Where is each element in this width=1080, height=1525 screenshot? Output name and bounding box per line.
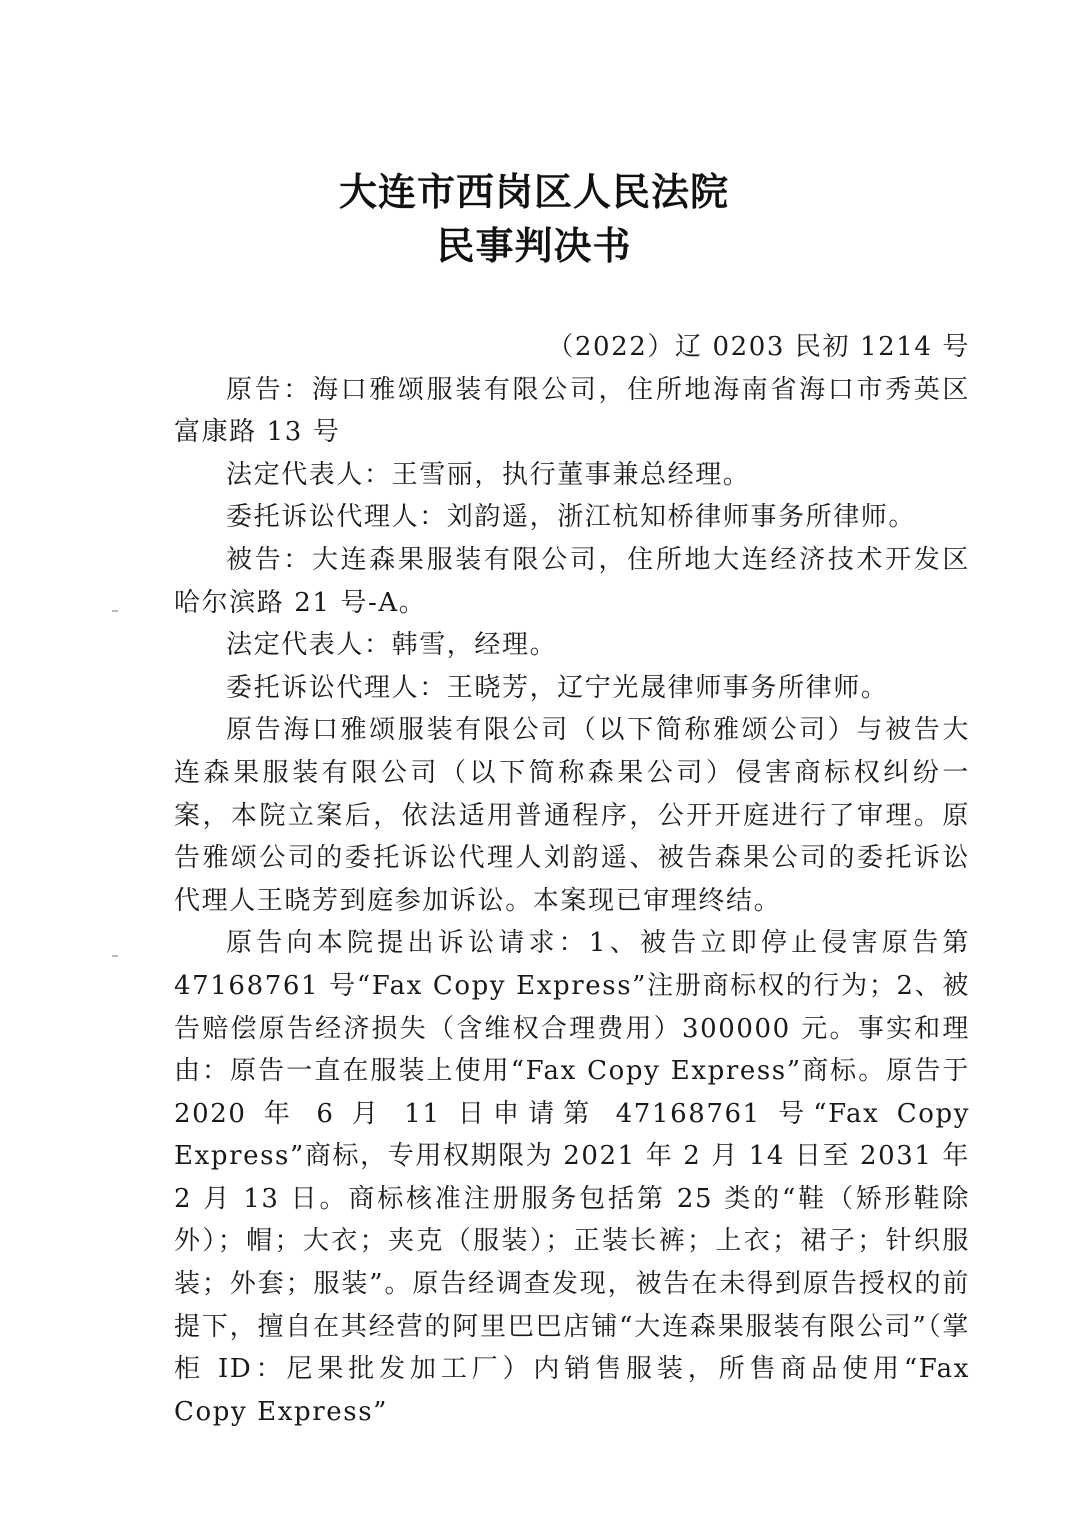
plaintiff-paragraph: 原告：海口雅颂服装有限公司，住所地海南省海口市秀英区富康路 13 号 bbox=[174, 374, 970, 448]
case-summary-paragraph: 原告海口雅颂服装有限公司（以下简称雅颂公司）与被告大连森果服装有限公司（以下简称森果公司）侵害商标权纠纷一案，本院立案后，依法适用普通程序，公开开庭进行了审理。原告雅颂公司的委托诉讼代理人刘韵遥、被告森果公司的委托诉讼代理人王晓芳到庭参加诉讼。本案现已审理终结。 bbox=[174, 715, 970, 916]
scan-mark bbox=[112, 610, 118, 612]
claims-paragraph: 原告向本院提出诉讼请求：1、被告立即停止侵害原告第 47168761 号“Fax Copy Express”注册商标权的行为；2、被告赔偿原告经济损失（含维权合理费用）300000 元。事实和理由：原告一直在服装上使用“Fax Copy Express”商标。原告于 2020 年 6 月 11 日申请第 47168761 号“Fax Copy Express”商标，专用权期限为 2021 年 2 月 14 日至 2031 年 2 月 13 日。商标核准注册服务包括第 25 类的“鞋（矫形鞋除外）；帽；大衣；夹克（服装）；正装长裤；上衣；裙子；针织服装；外套；服装”。原告经调查发现，被告在未得到原告授权的前提下，擅自在其经营的阿里巴巴店铺“大连森果服装有限公司”（掌柜 ID：尼果批发加工厂）内销售服装，所售商品使用“Fax Copy Express” bbox=[174, 928, 970, 1427]
defendant-legal-rep-paragraph: 法定代表人：韩雪，经理。 bbox=[226, 630, 558, 661]
judgment-body bbox=[174, 326, 970, 1433]
scan-mark bbox=[112, 955, 118, 957]
plaintiff-legal-rep-paragraph: 法定代表人：王雪丽，执行董事兼总经理。 bbox=[226, 459, 751, 490]
court-name-title: 大连市西岗区人民法院 bbox=[338, 169, 729, 214]
defendant-agent-paragraph: 委托诉讼代理人：王晓芳，辽宁光晟律师事务所律师。 bbox=[226, 672, 889, 703]
case-number: （2022）辽 0203 民初 1214 号 bbox=[547, 332, 970, 362]
plaintiff-agent-paragraph: 委托诉讼代理人：刘韵遥，浙江杭知桥律师事务所律师。 bbox=[226, 502, 917, 533]
document-type-title: 民事判决书 bbox=[436, 223, 632, 268]
defendant-paragraph: 被告：大连森果服装有限公司，住所地大连经济技术开发区哈尔滨路 21 号-A。 bbox=[174, 544, 970, 618]
